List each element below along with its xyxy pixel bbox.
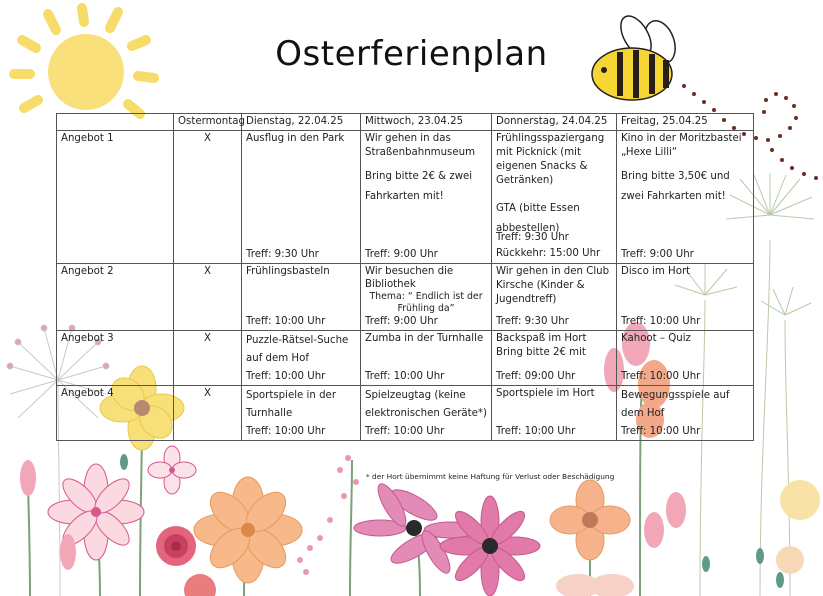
activity-note: Bring bitte 2€ & zwei Fahrkarten mit! xyxy=(365,171,473,202)
meeting-time-block xyxy=(496,230,600,262)
meeting-time: Treff: 9:30 Uhr xyxy=(496,316,569,327)
activity-note: GTA (bitte Essen abbestellen) xyxy=(496,203,580,234)
activity-text: Frühlingsbasteln xyxy=(246,266,330,277)
activity-cell xyxy=(242,264,361,331)
meeting-time: Treff: 10:00 Uhr xyxy=(496,426,576,437)
ostermontag-cell: X xyxy=(174,264,242,331)
header-ostermontag: Ostermontag xyxy=(174,114,242,131)
meeting-time: Treff: 9:30 Uhr xyxy=(496,232,569,243)
ostermontag-cell: X xyxy=(174,131,242,264)
activity-text: Sportspiele in der Turnhalle xyxy=(246,390,337,419)
header-row xyxy=(57,114,754,131)
activity-cell xyxy=(242,131,361,264)
activity-text: Wir gehen in den Club Kirsche (Kinder & Jugendtreff) xyxy=(496,266,610,305)
activity-note: Bring bitte 3,50€ und zwei Fahrkarten mit! xyxy=(621,171,730,202)
table-row xyxy=(57,386,754,441)
table-row xyxy=(57,331,754,386)
peach-flower-icon xyxy=(194,477,302,583)
activity-text: Backspaß im Hort xyxy=(496,333,587,344)
activity-text: Wir besuchen die Bibliothek xyxy=(365,266,454,290)
meeting-time: Treff: 10:00 Uhr xyxy=(365,371,445,382)
meeting-time: Treff: 9:00 Uhr xyxy=(365,249,438,260)
activity-text: Disco im Hort xyxy=(621,266,691,277)
table-row xyxy=(57,264,754,331)
activity-cell xyxy=(361,331,492,386)
activity-cell xyxy=(617,264,754,331)
activity-cell xyxy=(617,386,754,441)
header-donnerstag: Donnerstag, 24.04.25 xyxy=(492,114,617,131)
activity-text: Spielzeugtag (keine elektronischen Geräte*) xyxy=(365,390,487,419)
header-freitag: Freitag, 25.04.25 xyxy=(617,114,754,131)
meeting-time: Treff: 9:30 Uhr xyxy=(246,249,319,260)
meeting-time: Treff: 10:00 Uhr xyxy=(246,426,326,437)
activity-text: Bewegungsspiele auf dem Hof xyxy=(621,390,730,419)
meeting-time: Treff: 10:00 Uhr xyxy=(246,371,326,382)
row-label: Angebot 4 xyxy=(57,386,174,441)
activity-cell xyxy=(492,264,617,331)
activity-text: Wir gehen in das Straßenbahnmuseum xyxy=(365,133,475,158)
activity-text: Ausflug in den Park xyxy=(246,133,345,144)
magenta-flower-icon xyxy=(354,480,476,577)
row-label: Angebot 2 xyxy=(57,264,174,331)
activity-text: Kahoot – Quiz xyxy=(621,333,691,344)
activity-cell xyxy=(492,131,617,264)
activity-text: Puzzle-Rätsel-Suche auf dem Hof xyxy=(246,335,349,364)
small-pink-flower-icon xyxy=(148,446,196,494)
yellow-puff-icon xyxy=(776,480,820,574)
activity-cell xyxy=(361,386,492,441)
activity-text: Kino in der Moritzbastei „Hexe Lilli“ xyxy=(621,133,742,158)
meeting-time: Treff: 9:00 Uhr xyxy=(365,316,438,327)
page-title: Osterferienplan xyxy=(275,34,548,74)
meeting-time: Treff: 10:00 Uhr xyxy=(621,316,701,327)
footnote: * der Hort übernimmt keine Haftung für Verlust oder Beschädigung xyxy=(366,472,615,481)
activity-cell xyxy=(361,264,492,331)
meeting-time: Treff: 9:00 Uhr xyxy=(621,249,694,260)
ostermontag-cell: X xyxy=(174,331,242,386)
activity-cell xyxy=(361,131,492,264)
header-dienstag: Dienstag, 22.04.25 xyxy=(242,114,361,131)
activity-text: Sportspiele im Hort xyxy=(496,388,595,399)
activity-cell xyxy=(617,331,754,386)
activity-cell xyxy=(242,386,361,441)
meeting-time: Treff: 10:00 Uhr xyxy=(621,371,701,382)
header-empty xyxy=(57,114,174,131)
activity-text: Frühlingsspaziergang mit Picknick (mit eigenen Snacks & Getränken) xyxy=(496,133,605,186)
row-label: Angebot 1 xyxy=(57,131,174,264)
activity-cell xyxy=(492,331,617,386)
table-row xyxy=(57,131,754,264)
activity-cell xyxy=(617,131,754,264)
orange-flower-icon xyxy=(550,480,634,596)
activity-cell xyxy=(492,386,617,441)
meeting-time: Treff: 10:00 Uhr xyxy=(621,426,701,437)
activity-note: Bring bitte 2€ mit xyxy=(496,347,586,358)
activity-text: Zumba in der Turnhalle xyxy=(365,333,484,344)
magenta-flower-2-icon xyxy=(440,496,540,596)
activity-note: Thema: “ Endlich ist der Frühling da” xyxy=(369,291,483,314)
meeting-time: Treff: 10:00 Uhr xyxy=(365,426,445,437)
row-label: Angebot 3 xyxy=(57,331,174,386)
ostermontag-cell: X xyxy=(174,386,242,441)
meeting-time: Treff: 09:00 Uhr xyxy=(496,371,576,382)
activity-cell xyxy=(242,331,361,386)
meeting-time: Treff: 10:00 Uhr xyxy=(246,316,326,327)
return-time: Rückkehr: 15:00 Uhr xyxy=(496,248,601,259)
header-mittwoch: Mittwoch, 23.04.25 xyxy=(361,114,492,131)
schedule-table xyxy=(56,113,754,441)
